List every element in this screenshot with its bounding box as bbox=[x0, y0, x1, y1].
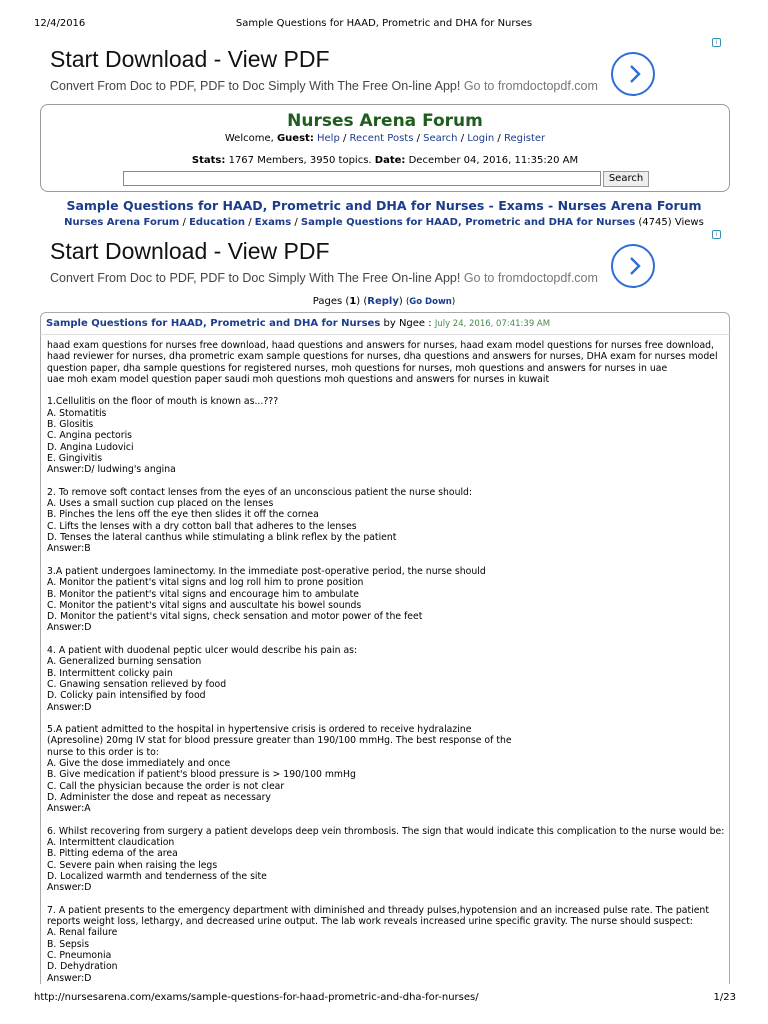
print-url: http://nursesarena.com/exams/sample-questions-for-haad-prometric-and-dha-for-nurses/ bbox=[34, 992, 479, 1003]
option-text: C. Gnawing sensation relieved by food bbox=[47, 678, 227, 690]
ad-go-link[interactable]: Go to fromdoctopdf.com bbox=[463, 271, 598, 285]
post-subject[interactable]: Sample Questions for HAAD, Prometric and DHA for Nurses bbox=[46, 318, 381, 329]
option-text: A. Intermittent claudication bbox=[47, 837, 175, 849]
breadcrumb-education[interactable]: Education bbox=[189, 217, 246, 228]
option-text: B. Monitor the patient's vital signs and encourage him to ambulate bbox=[47, 588, 360, 600]
chevron-right-icon bbox=[625, 64, 645, 84]
print-date: 12/4/2016 bbox=[34, 18, 86, 29]
post-header: Sample Questions for HAAD, Prometric and DHA for Nurses by Ngee : July 24, 2016, 07:41:39 AM bbox=[40, 312, 730, 334]
ad-headline[interactable]: Start Download - View PDF bbox=[50, 46, 330, 72]
ad-arrow-button[interactable] bbox=[611, 244, 655, 288]
option-text: D. Angina Ludovici bbox=[47, 441, 134, 453]
question-text: 7. A patient presents to the emergency department with diminished and thready pulses,hypotension and an increased pulse rate. The patient bbox=[47, 904, 709, 916]
option-text: B. Glositis bbox=[47, 419, 94, 431]
question-block bbox=[47, 566, 729, 634]
option-text: nurse to this order is to: bbox=[47, 746, 159, 758]
register-link[interactable]: Register bbox=[503, 133, 546, 144]
answer-text: Answer:D bbox=[47, 622, 92, 634]
option-text: C. Monitor the patient's vital signs and auscultate his bowel sounds bbox=[47, 599, 362, 611]
answer-text: Answer:D bbox=[47, 701, 92, 713]
question-text: 4. A patient with duodenal peptic ulcer would describe his pain as: bbox=[47, 645, 358, 657]
option-text: A. Generalized burning sensation bbox=[47, 656, 202, 668]
breadcrumb: Nurses Arena Forum / Education / Exams / Sample Questions for HAAD, Prometric and DHA for Nurses (4745) Views bbox=[64, 217, 704, 228]
forum-header bbox=[40, 104, 730, 192]
option-text: A. Give the dose immediately and once bbox=[47, 757, 231, 769]
option-text: D. Dehydration bbox=[47, 961, 118, 973]
ad-go-link[interactable]: Go to fromdoctopdf.com bbox=[463, 79, 598, 93]
question-text: 5.A patient admitted to the hospital in hypertensive crisis is ordered to receive hydralazine bbox=[47, 724, 472, 736]
breadcrumb-forum[interactable]: Nurses Arena Forum bbox=[64, 217, 180, 228]
post-author[interactable]: Ngee bbox=[398, 318, 426, 329]
option-text: E. Gingivitis bbox=[47, 452, 103, 464]
chevron-right-icon bbox=[625, 256, 645, 276]
adchoices-icon[interactable]: i bbox=[712, 230, 721, 239]
question-text: 2. To remove soft contact lenses from the eyes of an unconscious patient the nurse should: bbox=[47, 486, 473, 498]
login-link[interactable]: Login bbox=[467, 133, 495, 144]
option-text: B. Pinches the lens off the eye then slides it off the cornea bbox=[47, 509, 319, 521]
search-link[interactable]: Search bbox=[423, 133, 458, 144]
option-text: B. Give medication if patient's blood pressure is > 190/100 mmHg bbox=[47, 769, 356, 781]
option-text: D. Tenses the lateral canthus while stimulating a blink reflex by the patient bbox=[47, 532, 397, 544]
option-text: C. Pneumonia bbox=[47, 950, 112, 962]
option-text: D. Administer the dose and repeat as necessary bbox=[47, 791, 271, 803]
option-text: B. Pitting edema of the area bbox=[47, 848, 178, 860]
breadcrumb-exams[interactable]: Exams bbox=[254, 217, 292, 228]
option-text: C. Lifts the lenses with a dry cotton ball that adheres to the lenses bbox=[47, 520, 357, 532]
forum-stats: Stats: 1767 Members, 3950 topics. Date: December 04, 2016, 11:35:20 AM bbox=[191, 155, 579, 166]
adchoices-icon[interactable]: i bbox=[712, 38, 721, 47]
option-text: A. Renal failure bbox=[47, 927, 118, 939]
option-text: D. Monitor the patient's vital signs, check sensation and motor power of the feet bbox=[47, 611, 423, 623]
answer-text: Answer:D bbox=[47, 972, 92, 984]
ad-arrow-button[interactable] bbox=[611, 52, 655, 96]
recent-posts-link[interactable]: Recent Posts bbox=[349, 133, 414, 144]
page-title: Sample Questions for HAAD, Prometric and DHA for Nurses - Exams - Nurses Arena Forum bbox=[66, 198, 702, 213]
answer-text: Answer:D/ ludwing's angina bbox=[47, 464, 176, 476]
search-button[interactable]: Search bbox=[603, 171, 649, 187]
option-text: D. Localized warmth and tenderness of the site bbox=[47, 870, 267, 882]
current-page[interactable]: 1 bbox=[349, 296, 357, 307]
answer-text: Answer:A bbox=[47, 803, 91, 815]
intro-line: uae moh exam model question paper saudi moh questions moh questions and answers for nurses in kuwait bbox=[47, 373, 550, 385]
option-text: A. Stomatitis bbox=[47, 407, 107, 419]
option-text: (Apresoline) 20mg IV stat for blood pressure greater than 190/100 mmHg. The best response of the bbox=[47, 735, 512, 747]
option-text: A. Monitor the patient's vital signs and log roll him to prone position bbox=[47, 577, 364, 589]
option-text: C. Severe pain when raising the legs bbox=[47, 859, 218, 871]
help-link[interactable]: Help bbox=[317, 133, 340, 144]
question-text: 6. Whilst recovering from surgery a patient develops deep vein thrombosis. The sign that would indicate this complication to the nurse would be: bbox=[47, 825, 725, 837]
post-body bbox=[40, 334, 730, 984]
question-block bbox=[47, 396, 729, 475]
intro-line: haad exam questions for nurses free download, haad questions and answers for nurses, haad exam model questions for nurses free download, bbox=[47, 340, 715, 351]
question-block bbox=[47, 645, 729, 713]
views-label: Views bbox=[674, 217, 704, 228]
forum-name: Nurses Arena Forum bbox=[287, 111, 483, 131]
print-page-number: 1/23 bbox=[713, 992, 736, 1003]
guest-label: Guest bbox=[276, 133, 310, 144]
option-text: reports weight loss, lethargy, and decreased urine output. The lab work reveals increased urine specific gravity. The nurse should suspect: bbox=[47, 916, 693, 928]
question-block bbox=[47, 487, 729, 555]
ad-headline[interactable]: Start Download - View PDF bbox=[50, 238, 330, 264]
ad-text: Convert From Doc to PDF, PDF to Doc Simply With The Free On-line App! Go to fromdoctopdf.com bbox=[50, 79, 598, 93]
welcome-bar: Welcome, Guest: Help / Recent Posts / Search / Login / Register bbox=[224, 133, 546, 144]
post-date: July 24, 2016, 07:41:39 AM bbox=[434, 319, 551, 329]
go-down-link[interactable]: Go Down bbox=[409, 297, 452, 307]
option-text: C. Angina pectoris bbox=[47, 430, 132, 442]
views-count: (4745) bbox=[638, 217, 672, 228]
option-text: A. Uses a small suction cup placed on the lenses bbox=[47, 498, 274, 510]
answer-text: Answer:B bbox=[47, 543, 91, 555]
option-text: B. Intermittent colicky pain bbox=[47, 667, 173, 679]
reply-link[interactable]: Reply bbox=[367, 296, 399, 307]
intro-line: haad reviewer for nurses, dha prometric exam sample questions for nurses, dha questions and answers for nurses, DHA exam for nurses model bbox=[47, 351, 718, 363]
search-input[interactable] bbox=[123, 171, 601, 186]
question-block bbox=[47, 826, 729, 894]
question-block bbox=[47, 905, 729, 984]
question-text: 3.A patient undergoes laminectomy. In the immediate post-operative period, the nurse should bbox=[47, 565, 486, 577]
option-text: C. Call the physician because the order is not clear bbox=[47, 780, 285, 792]
question-block bbox=[47, 724, 729, 814]
ad-banner-top[interactable] bbox=[40, 39, 730, 108]
breadcrumb-topic[interactable]: Sample Questions for HAAD, Prometric and DHA for Nurses bbox=[300, 217, 636, 228]
ad-banner-second[interactable] bbox=[40, 231, 730, 300]
question-list bbox=[47, 396, 729, 983]
print-header bbox=[0, 0, 768, 29]
post-intro bbox=[47, 340, 729, 385]
ad-text: Convert From Doc to PDF, PDF to Doc Simply With The Free On-line App! Go to fromdoctopdf.com bbox=[50, 271, 598, 285]
intro-line: question paper, dha sample questions for registered nurses, moh questions for nurses, moh questions and answers for nurses in uae bbox=[47, 362, 668, 374]
answer-text: Answer:D bbox=[47, 882, 92, 894]
question-text: 1.Cellulitis on the floor of mouth is known as...??? bbox=[47, 396, 279, 408]
option-text: D. Colicky pain intensified by food bbox=[47, 690, 206, 702]
pagination: Pages (1) (Reply) (Go Down) bbox=[312, 296, 456, 307]
option-text: B. Sepsis bbox=[47, 938, 90, 950]
print-title: Sample Questions for HAAD, Prometric and DHA for Nurses bbox=[235, 18, 533, 29]
